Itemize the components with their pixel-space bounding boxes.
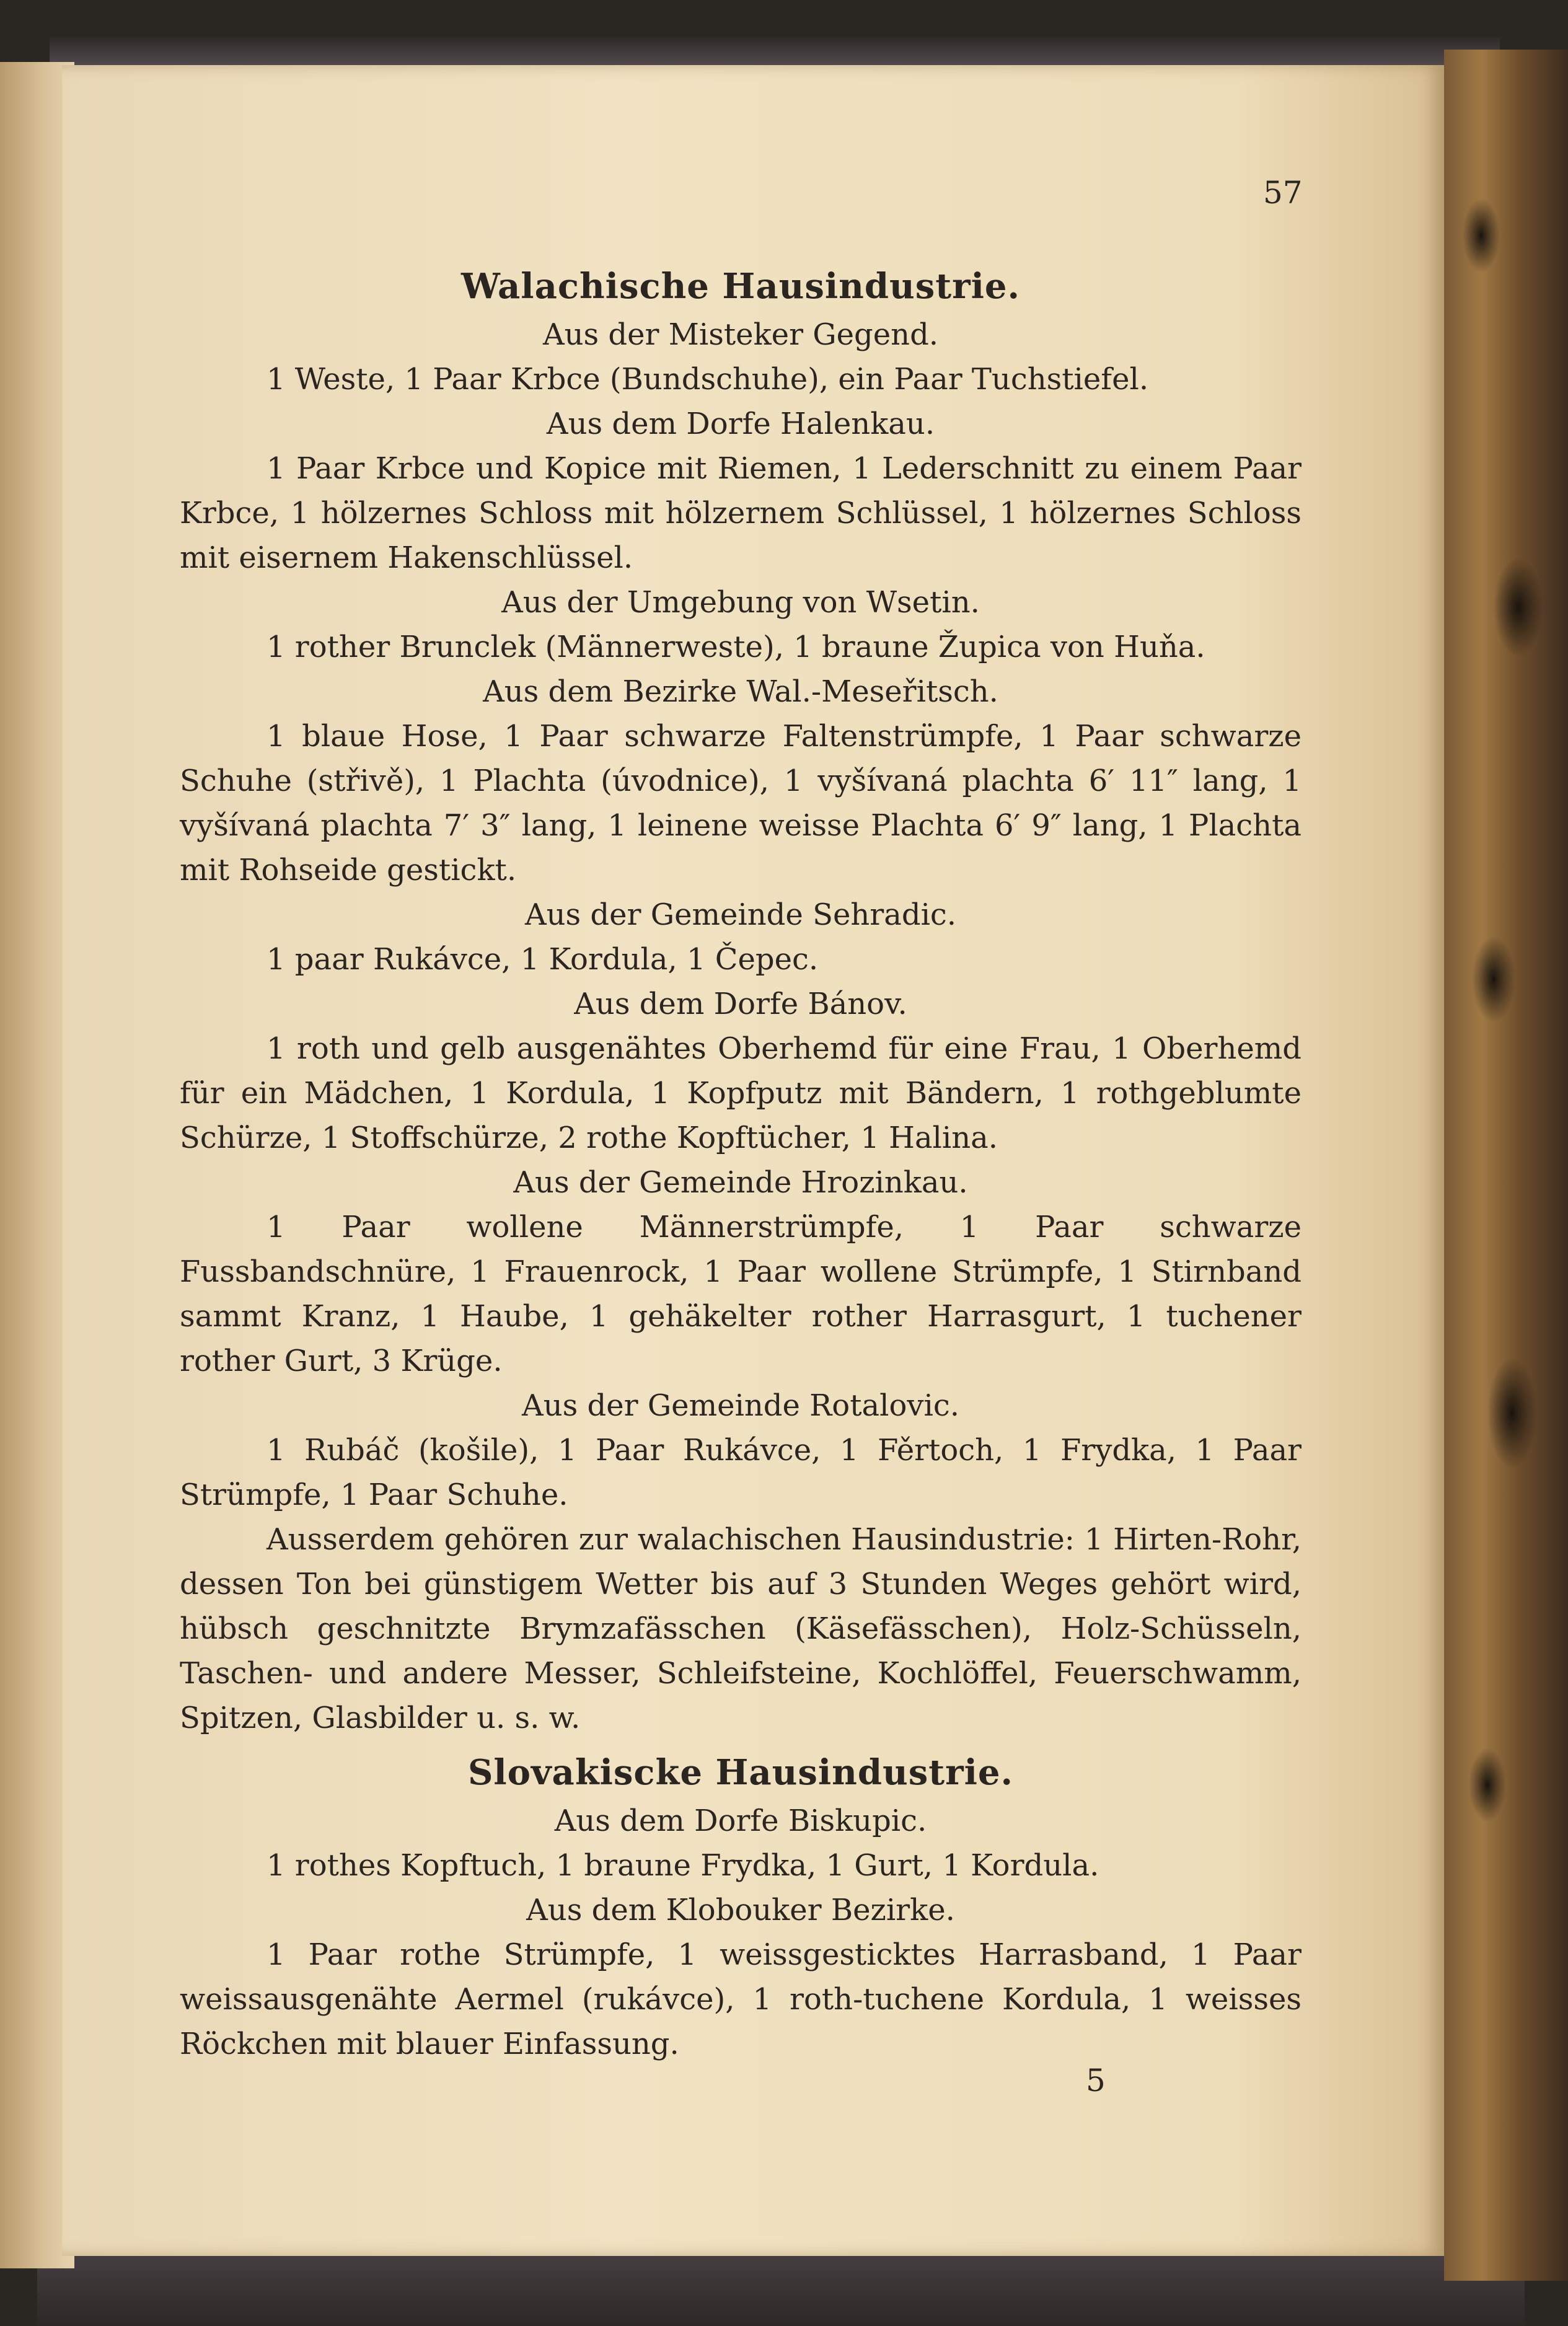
paragraph: 1 Rubáč (košile), 1 Paar Rukávce, 1 Fěrtoch, 1 Frydka, 1 Paar Strümpfe, 1 Paar Schuhe. — [180, 1433, 1302, 1512]
paragraph: 1 roth und gelb ausgenähtes Oberhemd für eine Frau, 1 Oberhemd für ein Mädchen, 1 Kordula, 1 Kopfputz mit Bändern, 1 rothgeblumte Schürze, 1 Stoffschürze, 2 rothe Kopftücher, 1 Halina. — [180, 1031, 1302, 1155]
subheading: Aus der Umgebung von Wsetin. — [501, 585, 980, 620]
paragraph: 1 paar Rukávce, 1 Kordula, 1 Čepec. — [266, 942, 819, 977]
closing-paragraph: Ausserdem gehören zur walachischen Hausindustrie: 1 Hirten-Rohr, dessen Ton bei günstigem Wetter bis auf 3 Stunden Weges gehört wird, hübsch geschnitzte Brymzafässchen (Käsefässchen), Holz-Schüsseln, Taschen- und andere Messer, Schleifsteine, Kochlöffel, Feuerschwamm, Spitzen, Glasbilder u. s. w. — [180, 1522, 1302, 1735]
book-cover-spine — [1444, 50, 1568, 2281]
subheading: Aus dem Bezirke Wal.-Meseřitsch. — [483, 674, 998, 709]
subheading: Aus der Gemeinde Rotalovic. — [522, 1388, 959, 1423]
subheading: Aus der Gemeinde Hrozinkau. — [513, 1165, 968, 1200]
paragraph: 1 Paar rothe Strümpfe, 1 weissgesticktes Harrasband, 1 Paar weissausgenähte Aermel (rukávce), 1 roth-tuchene Kordula, 1 weisses Röckchen mit blauer Einfassung. — [180, 1937, 1302, 2061]
paragraph: 1 Paar wollene Männerstrümpfe, 1 Paar schwarze Fussbandschnüre, 1 Frauenrock, 1 Paar wollene Strümpfe, 1 Stirnband sammt Kranz, 1 Haube, 1 gehäkelter rother Harrasgurt, 1 tuchener rother Gurt, 3 Krüge. — [180, 1210, 1302, 1378]
page-number: 57 — [1263, 175, 1303, 211]
subheading: Aus dem Klobouker Bezirke. — [526, 1893, 955, 1927]
page-body — [180, 167, 1302, 2066]
subheading: Aus dem Dorfe Biskupic. — [554, 1804, 927, 1838]
section-heading-walachian: Walachische Hausindustrie. — [460, 266, 1020, 307]
subheading: Aus dem Dorfe Bánov. — [574, 987, 907, 1021]
signature-mark: 5 — [1086, 2063, 1106, 2099]
section-heading-slovak: Slovakiscke Hausindustrie. — [467, 1752, 1014, 1793]
paragraph: 1 Paar Krbce und Kopice mit Riemen, 1 Lederschnitt zu einem Paar Krbce, 1 hölzernes Schloss mit hölzernem Schlüssel, 1 hölzernes Schloss mit eisernem Hakenschlüssel. — [180, 451, 1302, 575]
subheading: Aus der Gemeinde Sehradic. — [524, 897, 957, 932]
paragraph: 1 blaue Hose, 1 Paar schwarze Faltenstrümpfe, 1 Paar schwarze Schuhe (střivě), 1 Plachta (úvodnice), 1 vyšívaná plachta 6′ 11″ lang, 1 vyšívaná plachta 7′ 3″ lang, 1 leinene weisse Plachta 6′ 9″ lang, 1 Plachta mit Rohseide gestickt. — [180, 719, 1302, 888]
paragraph: 1 rothes Kopftuch, 1 braune Frydka, 1 Gurt, 1 Kordula. — [266, 1848, 1099, 1883]
subheading: Aus dem Dorfe Halenkau. — [546, 407, 935, 441]
paragraph: 1 Weste, 1 Paar Krbce (Bundschuhe), ein Paar Tuchstiefel. — [266, 362, 1149, 397]
paragraph: 1 rother Brunclek (Männerweste), 1 braune Župica von Huňa. — [266, 630, 1205, 664]
subheading: Aus der Misteker Gegend. — [542, 317, 939, 352]
